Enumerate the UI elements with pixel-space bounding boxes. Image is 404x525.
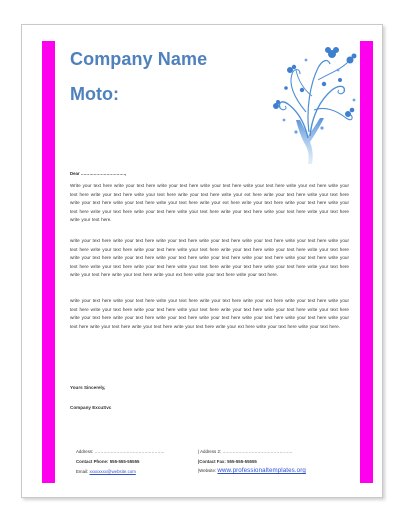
company-moto: Moto:: [70, 84, 119, 104]
address-1-label: Address:: [76, 449, 94, 454]
website-row: [198, 467, 306, 476]
fax-label: |Contact Fax:: [198, 459, 226, 464]
company-name: Company Name: [70, 49, 208, 69]
address-2-value: …………………………………………: [222, 449, 293, 454]
address-2-label: | Address 2:: [198, 449, 222, 454]
website-label: |Website:: [198, 468, 217, 473]
phone-row: [76, 459, 139, 468]
address-1-row: [76, 449, 165, 458]
salutation: Dear ………………………….,: [70, 171, 127, 176]
website-link[interactable]: www.professionaltemplates.org: [217, 467, 306, 474]
phone-value: 555-555-55555: [109, 459, 140, 464]
body-paragraph-1: Write your text here write your text here write your text here write your text here write your text here write your ext here write your text here write your text here write your text here write your text here write your ext here write your text here write your text here write your text here write your text here write your text here write your ext here write your text here write your text here write your text here write your text here write your text here write your text here write your text here write your text here write your text here write your text here.: [70, 183, 349, 223]
closing: Yours Sincerely,: [70, 385, 106, 390]
email-label: Email:: [76, 469, 89, 474]
phone-label: Contact Phone:: [76, 459, 109, 464]
floral-swirl-icon: [266, 40, 362, 168]
body-paragraph-2: write your text here write your text here write your text here write your text here write your text here write your text here write your text here write your text here write your text here write your text here write your text here write your text here write your text here write your text here write your text here write your text here write your text here write your text here write your text here write your text here write your text here write your text here write your text here write your text here write your text here write your text here write your text here write your text here write your ext here write your text here write your text here.: [70, 238, 349, 278]
body-paragraph-3: write your text here write your text here write your text here write your text here write your ext here write your text here write your text here write your text here write your text here write your text here write your text here write your text here write your text here write your text here write your text here write your text here write your text here write your text here write your text here write your text here write your text here write your text here write your text here write your ext here write your text here write your text here.: [70, 298, 349, 329]
address-2-row: [198, 449, 293, 458]
email-row: [76, 469, 136, 478]
email-link[interactable]: xxxxxxxx@website.com: [89, 469, 136, 474]
sender-name: Company ExcuSvc: [70, 405, 112, 410]
fax-value: 555-555-55555: [227, 459, 257, 464]
left-accent-bar: [42, 41, 55, 483]
address-1-value: …………………………………………: [94, 449, 165, 454]
